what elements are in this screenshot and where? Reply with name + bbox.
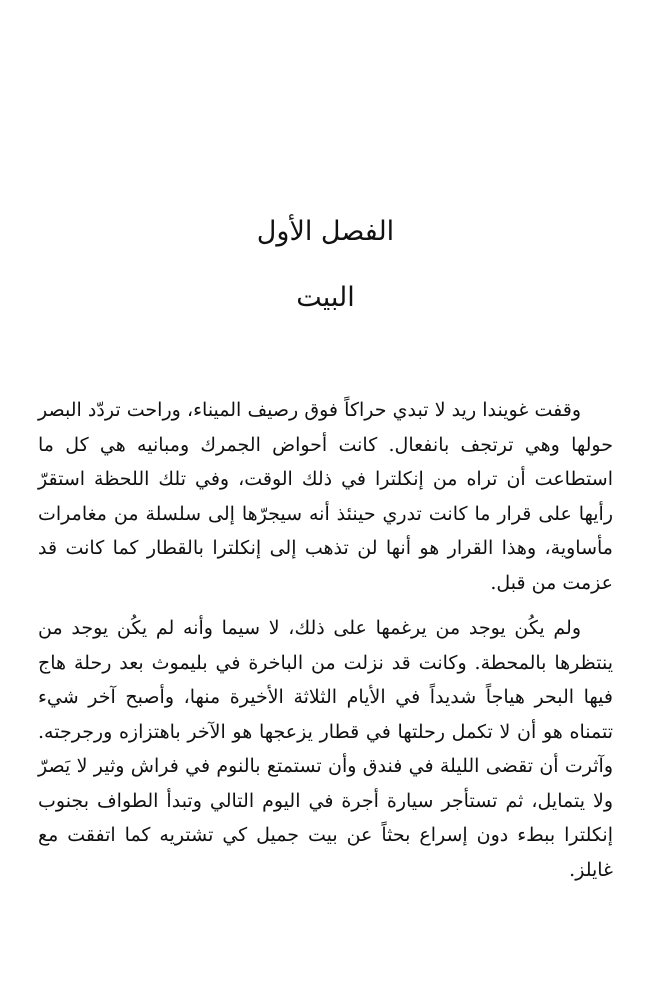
chapter-subtitle: البيت [296, 282, 355, 313]
chapter-body [38, 393, 613, 887]
paragraph-2: ولم يكُن يوجد من يرغمها على ذلك، لا سيما وأنه لم يكُن يوجد من ينتظرها بالمحطة. وكانت قد نزلت من الباخرة في بليموث بعد رحلة هاج فيها البحر هياجاً شديداً في الأيام الثلاثة الأخيرة منها، وأصبح آخر شيء تتمناه هو أن لا تكمل رحلتها في قطار يزعجها هو الآخر باهتزازه ورجرجته. وآثرت أن تقضى الليلة في فندق وأن تستمتع بالنوم في فراش وثير لا يَصرّ ولا يتمايل، ثم تستأجر سيارة أجرة في اليوم التالي وتبدأ الطواف بجنوب إنكلترا ببطء دون إسراع بحثاً عن بيت جميل كي تشتريه كما اتفقت مع غايلز. [38, 617, 613, 881]
chapter-title: الفصل الأول [256, 216, 395, 247]
chapter-heading [0, 210, 651, 320]
paragraph-1: وقفت غويندا ريد لا تبدي حراكاً فوق رصيف الميناء، وراحت تردّد البصر حولها وهي ترتجف بانفعال. كانت أحواض الجمرك ومبانيه هي كل ما استطاعت أن تراه من إنكلترا في ذلك الوقت، وفي تلك اللحظة استقرّ رأيها على قرار ما كانت تدري حينئذ أنه سيجرّها إلى سلسلة من مغامرات مأساوية، وهذا القرار هو أنها لن تذهب إلى إنكلترا بالقطار كما كانت قد عزمت من قبل. [38, 399, 613, 594]
